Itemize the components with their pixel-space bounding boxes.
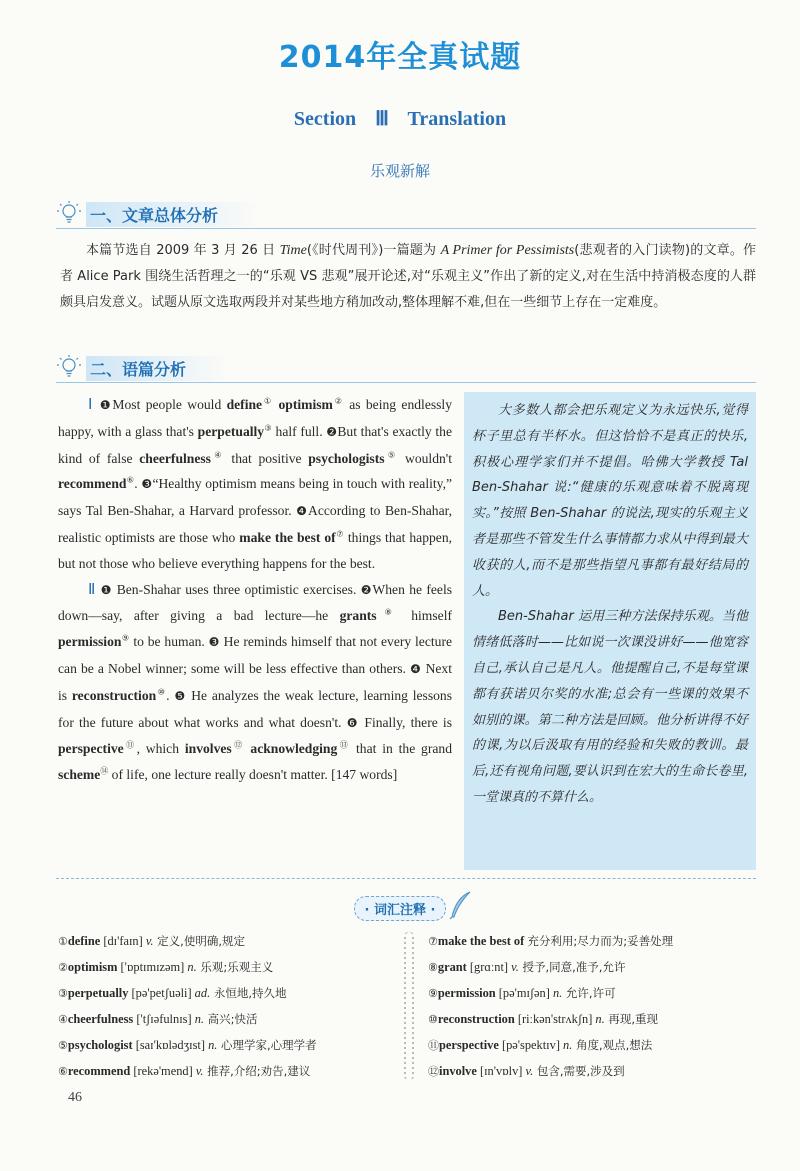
text: “Healthy optimism means being in touch with reality,” says Tal Ben-Shahar, a Harvard professor.: [58, 476, 452, 519]
sentence-number: ❸: [141, 477, 153, 492]
vocab-word: permission: [58, 634, 122, 650]
footnote-ref: ⑥: [126, 475, 135, 485]
vocab-word: recommend: [67, 1064, 131, 1078]
vocab-definition: 允许,许可: [562, 986, 616, 1000]
intro-magazine: Time: [279, 243, 307, 258]
vocab-ipa: [pə'spektɪv]: [498, 1038, 564, 1052]
text: to be human.: [129, 634, 209, 650]
text: of life, one lecture really doesn't matter. [147 words]: [108, 767, 398, 783]
vocab-definition: 心理学家,心理学者: [217, 1038, 317, 1052]
vocab-item: [58, 954, 398, 980]
section-title: Section Ⅲ Translation: [293, 108, 507, 130]
vocab-word: involves: [184, 741, 232, 757]
text: himself: [399, 608, 452, 624]
vocab-ipa: ['ɒptɪmɪzəm]: [117, 960, 188, 974]
vocab-pos: v.: [195, 1064, 204, 1078]
vocab-item: [58, 928, 398, 954]
chinese-translation-box: [464, 392, 756, 870]
sentence-number: ❷: [360, 582, 373, 597]
vocab-word: involve: [439, 1064, 477, 1078]
text: as being endlessly happy, with a glass that's: [58, 397, 453, 439]
translation-paragraph-2: Ben-Shahar 运用三种方法保持乐观。当他情绪低落时——比如说一次课没讲好——他宽容自己,承认自己是凡人。他提醒自己,不是每堂课都有获诺贝尔奖的水准;总会有一些课的效果不如别的课。第二种方法是回顾。他分析讲得不好的课,为以后汲取有用的经验和失败的教训。最后,还有视角问题,要认识到在宏大的生命长卷里,一堂课真的不算什么。: [472, 609, 748, 805]
text: When he feels down—say, after giving a bad lecture—he: [58, 581, 453, 624]
vocab-word: scheme: [58, 767, 101, 783]
text: He analyzes the weak lecture, learning lessons for the future about what works and what doesn't.: [58, 687, 453, 730]
text: Most people would: [112, 397, 227, 412]
vocab-pos: n.: [552, 986, 563, 1000]
heading-discourse-analysis: [56, 354, 756, 383]
vocab-number: ②: [58, 961, 68, 974]
vocab-definition: 授予,同意,准予,允许: [518, 960, 626, 974]
vocab-word: optimism: [278, 397, 333, 412]
vocab-pos: v.: [145, 934, 154, 948]
vocab-pos: n.: [187, 960, 197, 974]
vocab-item: [428, 1006, 768, 1032]
vocab-word: permission: [437, 986, 496, 1000]
footnote-ref: ⑦: [335, 529, 344, 539]
vocab-word: make the best of: [239, 529, 336, 545]
vocab-ipa: [pə'petʃuəli]: [128, 986, 195, 1000]
vocab-item: [58, 1032, 398, 1058]
heading-label: 一、文章总体分析: [86, 202, 258, 227]
paragraph-2: [58, 577, 452, 788]
vocab-word: reconstruction: [437, 1012, 515, 1026]
text: that positive: [224, 450, 309, 466]
text: Finally, there is: [359, 714, 452, 730]
footnote-ref: ⑤: [384, 450, 399, 460]
vocab-pos: ad.: [194, 986, 211, 1000]
vocab-pos: v.: [511, 960, 519, 974]
vocab-definition: 包含,需要,涉及到: [533, 1064, 625, 1078]
footnote-ref: ⑬: [337, 740, 351, 750]
vocab-list-left: [58, 928, 398, 1084]
sentence-number: ❸: [208, 635, 220, 650]
vocab-definition: 乐观;乐观主义: [196, 960, 274, 974]
vocab-ipa: [riːkən'strʌkʃn]: [514, 1012, 596, 1026]
text: things that happen, but not those who believe everything happens for the best.: [58, 529, 453, 571]
footnote-ref: ②: [332, 396, 344, 406]
text: Ben-Shahar uses three optimistic exercises.: [112, 581, 361, 597]
footnote-ref: ⑩: [156, 687, 167, 697]
vocab-item: [428, 980, 768, 1006]
vocab-number: ③: [58, 987, 68, 1000]
binding-chain-decoration: [404, 932, 414, 1080]
vocab-ipa: [saɪ'kɒlədʒɪst]: [132, 1038, 209, 1052]
vocab-word: recommend: [58, 476, 127, 492]
intro-text: 本篇节选自 2009 年 3 月 26 日: [86, 243, 280, 258]
page-title: 2014年全真试题: [278, 40, 522, 75]
vocab-definition: 定义,使明确,规定: [153, 934, 245, 948]
english-passage: [58, 392, 452, 788]
sentence-number: ❻: [346, 715, 360, 730]
vocab-definition: 高兴;快活: [203, 1012, 258, 1026]
text: that in the grand: [350, 741, 453, 757]
intro-paragraph: [60, 238, 756, 316]
vocab-word: psychologist: [67, 1038, 133, 1052]
vocab-ipa: [rekə'mend]: [130, 1064, 196, 1078]
vocab-definition: 再现,重现: [604, 1012, 659, 1026]
vocab-item: [428, 954, 768, 980]
vocab-word: reconstruction: [71, 687, 157, 703]
intro-article-title: A Primer for Pessimists: [440, 243, 575, 258]
vocab-word: make the best of: [437, 934, 525, 948]
quill-pen-icon: [448, 890, 474, 920]
sentence-number: ❹: [410, 661, 422, 676]
vocab-item: [428, 928, 768, 954]
vocab-word: define: [226, 397, 263, 412]
text: , which: [136, 741, 185, 757]
footnote-ref: ⑫: [231, 740, 245, 750]
vocab-definition: 永恒地,持久地: [210, 986, 287, 1000]
vocab-pos: n.: [208, 1038, 218, 1052]
sentence-number: ❶: [99, 398, 113, 412]
vocab-number: ⑫: [428, 1065, 439, 1078]
text: According to Ben-Shahar, realistic optimists are those who: [58, 503, 452, 545]
vocab-number: ⑦: [428, 935, 438, 948]
vocab-word: cheerfulness: [67, 1012, 134, 1026]
vocab-ipa: ['tʃɪəfulnɪs]: [133, 1012, 195, 1026]
heading-label: 二、语篇分析: [86, 356, 226, 381]
paragraph-1: [58, 392, 452, 577]
vocab-ipa: [grɑːnt]: [466, 960, 512, 974]
text: But that's exactly the kind of false: [58, 423, 452, 466]
vocab-definition: 推荐,介绍;劝告,建议: [203, 1064, 311, 1078]
footnote-ref: ⑧: [376, 607, 400, 617]
lightbulb-icon: [56, 200, 82, 226]
vocab-word: psychologists: [308, 450, 385, 466]
vocab-pos: n.: [194, 1012, 204, 1026]
vocab-item: [58, 1058, 398, 1084]
vocab-ipa: [dɪ'faɪn]: [100, 934, 146, 948]
article-subtitle: 乐观新解: [369, 162, 430, 180]
vocab-word: acknowledging: [250, 741, 338, 757]
vocab-word: perpetually: [197, 423, 265, 439]
vocab-item: [58, 1006, 398, 1032]
vocab-heading-label: · 词汇注释 ·: [354, 896, 447, 921]
vocab-definition: 角度,观点,想法: [572, 1038, 653, 1052]
vocab-number: ①: [58, 935, 68, 948]
footnote-ref: ③: [264, 423, 272, 433]
vocab-number: ⑨: [428, 987, 438, 1000]
vocab-word: perspective: [439, 1038, 499, 1052]
vocab-ipa: [ɪn'vɒlv]: [476, 1064, 526, 1078]
sentence-number: ❶: [100, 582, 113, 597]
text: wouldn't: [398, 450, 453, 466]
section-divider: [56, 878, 756, 879]
vocab-word: grant: [437, 960, 467, 974]
vocab-ipa: [pə'mɪʃən]: [495, 986, 553, 1000]
vocab-item: [428, 1058, 768, 1084]
vocab-word: optimism: [67, 960, 118, 974]
heading-overall-analysis: [56, 200, 756, 229]
vocab-item: [58, 980, 398, 1006]
vocab-list-right: [428, 928, 768, 1084]
footnote-ref: ⑨: [121, 633, 130, 643]
footnote-ref: ④: [210, 450, 225, 460]
vocab-number: ⑧: [428, 961, 438, 974]
lightbulb-icon: [56, 354, 82, 380]
text: He reminds himself that not every lecture can be a Nobel winner; some will be less effective than others.: [58, 634, 453, 676]
text: .: [134, 476, 142, 492]
vocab-number: ⑥: [58, 1065, 68, 1078]
vocab-number: ⑪: [428, 1039, 439, 1052]
sentence-number: ❹: [296, 504, 309, 519]
footnote-ref: ⑭: [100, 766, 109, 776]
vocab-word: cheerfulness: [139, 450, 211, 466]
vocab-word: perpetually: [67, 986, 129, 1000]
vocab-pos: n.: [595, 1012, 605, 1026]
text: half full.: [271, 423, 327, 439]
paragraph-number: Ⅱ: [88, 581, 97, 598]
intro-text: (悲观者的入门读物)的文章。作者 Alice Park 围绕生活哲理之一的“乐观 VS 悲观”展开论述,对“乐观主义”作出了新的定义,对在生活中持消极态度的人群颇具启发意义。试题从原文选取两段并对某些地方稍加改动,整体理解不难,但在一些细节上存在一定难度。: [60, 243, 757, 310]
text: Next is: [58, 660, 453, 703]
vocab-word: grants: [339, 608, 377, 624]
footnote-ref: ①: [262, 396, 274, 406]
page-number: 46: [68, 1090, 82, 1105]
sentence-number: ❷: [326, 424, 338, 439]
vocab-pos: v.: [525, 1064, 534, 1078]
vocab-number: ⑩: [428, 1013, 438, 1026]
vocab-number: ④: [58, 1013, 68, 1026]
footnote-ref: ⑪: [123, 740, 137, 750]
vocab-number: ⑤: [58, 1039, 68, 1052]
vocab-item: [428, 1032, 768, 1058]
translation-paragraph-1: 大多数人都会把乐观定义为永远快乐,觉得杯子里总有半杯水。但这恰恰不是真正的快乐,积极心理学家们并不提倡。哈佛大学教授 Tal Ben-Shahar 说:“健康的乐观意味着不脱离现实。”按照 Ben-Shahar 的说法,现实的乐观主义者是那些不管发生什么事情都力求从中得到最大收获的人,而不是那些指望凡事都有最好结局的人。: [472, 403, 748, 599]
intro-text: (《时代周刊》)一篇题为: [306, 243, 441, 258]
vocab-word: define: [67, 934, 101, 948]
vocab-pos: n.: [563, 1038, 573, 1052]
sentence-number: ❺: [174, 688, 187, 703]
paragraph-number: Ⅰ: [88, 397, 95, 413]
vocab-word: perspective: [58, 741, 124, 757]
text: .: [166, 687, 175, 703]
vocab-definition: 充分利用;尽力而为;妥善处理: [527, 934, 674, 948]
